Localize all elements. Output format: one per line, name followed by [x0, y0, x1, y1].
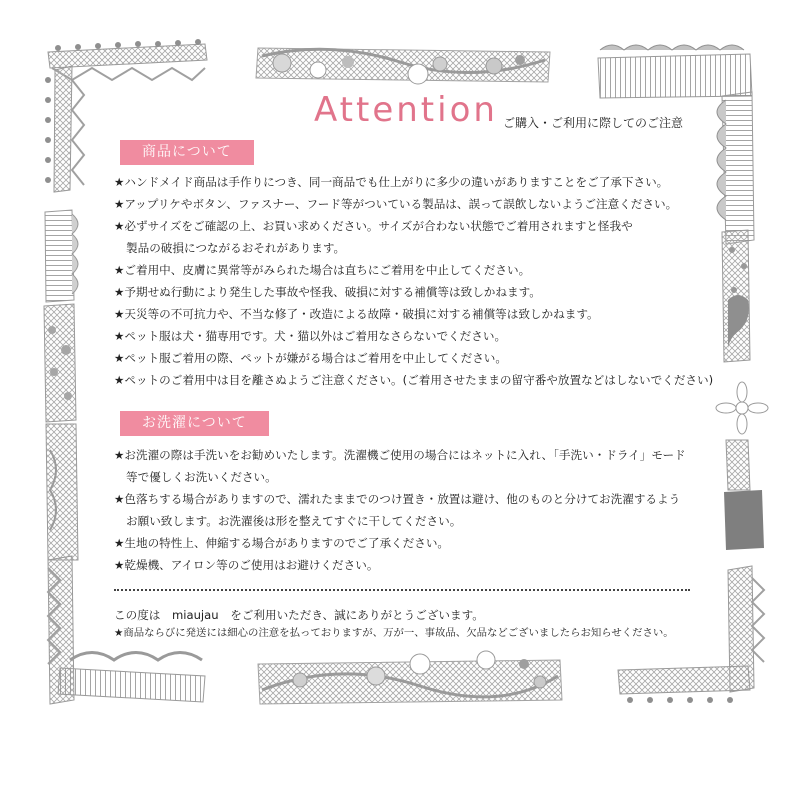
product-note: ★予期せぬ行動により発生した事故や怪我、破損に対する補償等は致しかねます。	[114, 285, 541, 299]
product-note: ★ペット服は犬・猫専用です。犬・猫以外はご着用なさらないでください。	[114, 329, 507, 343]
washing-note: 等で優しくお洗いください。	[126, 470, 277, 484]
thanks-message: この度は miaujau をご利用いただき、誠にありがとうございます。	[114, 608, 484, 622]
washing-note: ★お洗濯の際は手洗いをお勧めいたします。洗濯機ご使用の場合にはネットに入れ、「手洗い・ドライ」モード	[114, 448, 686, 462]
washing-note: お願い致します。お洗濯後は形を整えてすぐに干してください。	[126, 514, 462, 528]
section-label-product: 商品について	[120, 140, 254, 165]
section-label-washing: お洗濯について	[120, 411, 269, 436]
washing-note: ★生地の特性上、伸縮する場合がありますのでご了承ください。	[114, 536, 450, 550]
shipping-note: ★商品ならびに発送には細心の注意を払っておりますが、万が一、事故品、欠品などございましたらお知らせください。	[114, 627, 674, 639]
washing-notes-list	[114, 444, 686, 576]
flower-icon	[716, 382, 768, 434]
lace-bottom-center	[258, 651, 562, 704]
product-notes-list	[114, 171, 713, 391]
product-note: ★必ずサイズをご確認の上、お買い求めください。サイズが合わない状態でご着用されますと怪我や	[114, 219, 633, 233]
product-note: ★アップリケやボタン、ファスナー、フード等がついている製品は、誤って誤飲しないようご注意ください。	[114, 197, 678, 211]
product-note: ★ハンドメイド商品は手作りにつき、同一商品でも仕上がりに多少の違いがありますことをご了承下さい。	[114, 175, 669, 189]
washing-note: ★色落ちする場合がありますので、濡れたままでのつけ置き・放置は避け、他のものと分けてお洗濯するよう	[114, 492, 681, 506]
lace-left-side	[44, 210, 78, 560]
page-subtitle: ご購入・ご利用に際してのご注意	[503, 116, 684, 130]
washing-note: ★乾燥機、アイロン等のご使用はお避けください。	[114, 558, 379, 572]
product-note: ★ペットのご着用中は目を離さぬようご注意ください。(ご着用させたままの留守番や放置などはしないでください)	[114, 373, 714, 387]
product-note: ★ペット服ご着用の際、ペットが嫌がる場合はご着用を中止してください。	[114, 351, 507, 365]
dotted-divider	[114, 589, 690, 591]
product-note: ★ご着用中、皮膚に異常等がみられた場合は直ちにご着用を中止してください。	[114, 263, 531, 277]
product-note: ★天災等の不可抗力や、不当な修了・改造による故障・破損に対する補償等は致しかねます。	[114, 307, 599, 321]
product-note: 製品の破損につながるおそれがあります。	[126, 241, 346, 255]
page-title: Attention	[314, 90, 498, 130]
lace-right-side	[716, 230, 768, 550]
footer-notes	[114, 606, 674, 642]
lace-top-center	[256, 48, 550, 84]
lace-top-left	[45, 39, 207, 192]
